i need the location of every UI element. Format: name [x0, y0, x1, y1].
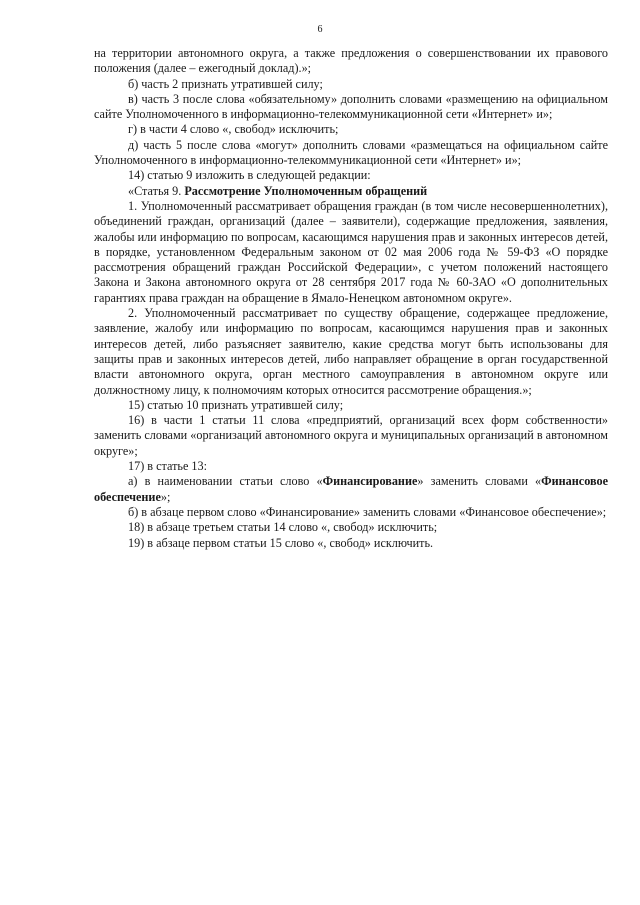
paragraph: 16) в части 1 статьи 11 слова «предприятий, организаций всех форм собственности» заменить словами «организаций автономного округа и муниципальных организаций в автономном округе»; [94, 413, 608, 458]
paragraph: д) часть 5 после слова «могут» дополнить словами «размещаться на официальном сайте Уполномоченного в информационно-телекоммуникационной сети «Интернет» и»; [94, 137, 608, 168]
paragraph: 15) статью 10 признать утратившей силу; [128, 397, 344, 412]
article-heading [94, 184, 608, 199]
paragraph [94, 474, 608, 505]
paragraph: 1. Уполномоченный рассматривает обращения граждан (в том числе несовершеннолетних), объединений граждан, организаций (далее – заявители), содержащие предложения, заявления, жалобы или информацию по вопросам, касающимся нарушения прав и законных интересов детей, в порядке, установленном Федеральным законом от 02 мая 2006 года № 59-ФЗ «О порядке рассмотрения обращений граждан Российской Федерации», с учетом положений настоящего Закона и Закона автономного округа от 28 сентября 2017 года № 60-ЗАО «О дополнительных гарантиях права граждан на обращение в Ямало-Ненецком автономном округе». [94, 198, 608, 305]
paragraph: 2. Уполномоченный рассматривает по существу обращение, содержащее предложение, заявление, жалобу или информацию по вопросам, касающимся нарушения прав и законных интересов детей, либо разъясняет заявителю, какие средства могут быть использованы для защиты прав и законных интересов детей, либо направляет обращение в орган государственной власти автономного округа, орган местного самоуправления в автономном округе или должностному лицу, к полномочиям которых относится рассмотрение обращения.»; [94, 306, 608, 397]
text-run: » заменить словами « [417, 474, 542, 489]
paragraph: б) часть 2 признать утратившей силу; [128, 76, 323, 91]
paragraph: в) часть 3 после слова «обязательному» дополнить словами «размещению на официальном сайте Уполномоченного в информационно-телекоммуникационной сети «Интернет» и»; [94, 91, 608, 122]
paragraph: б) в абзаце первом слово «Финансирование» заменить словами «Финансовое обеспечение»; [128, 504, 607, 519]
paragraph: 18) в абзаце третьем статьи 14 слово «, свобод» исключить; [128, 520, 438, 535]
document-body [94, 46, 608, 551]
page-number: 6 [317, 24, 323, 35]
paragraph: 17) в статье 13: [128, 459, 207, 474]
bold-term: Финансовое обеспечение [94, 474, 608, 504]
paragraph: 14) статью 9 изложить в следующей редакции: [128, 168, 371, 183]
paragraph: на территории автономного округа, а также предложения о совершенствовании их правового положения (далее – ежегодный доклад).»; [94, 46, 608, 76]
article-title: Рассмотрение Уполномоченным обращений [184, 183, 428, 198]
paragraph: 19) в абзаце первом статьи 15 слово «, свобод» исключить. [128, 535, 434, 550]
paragraph: г) в части 4 слово «, свобод» исключить; [128, 122, 339, 137]
text-run: а) в наименовании статьи слово « [128, 474, 323, 489]
article-prefix: «Статья 9. [128, 183, 185, 198]
bold-term: Финансирование [322, 474, 418, 489]
text-run: »; [160, 489, 171, 504]
